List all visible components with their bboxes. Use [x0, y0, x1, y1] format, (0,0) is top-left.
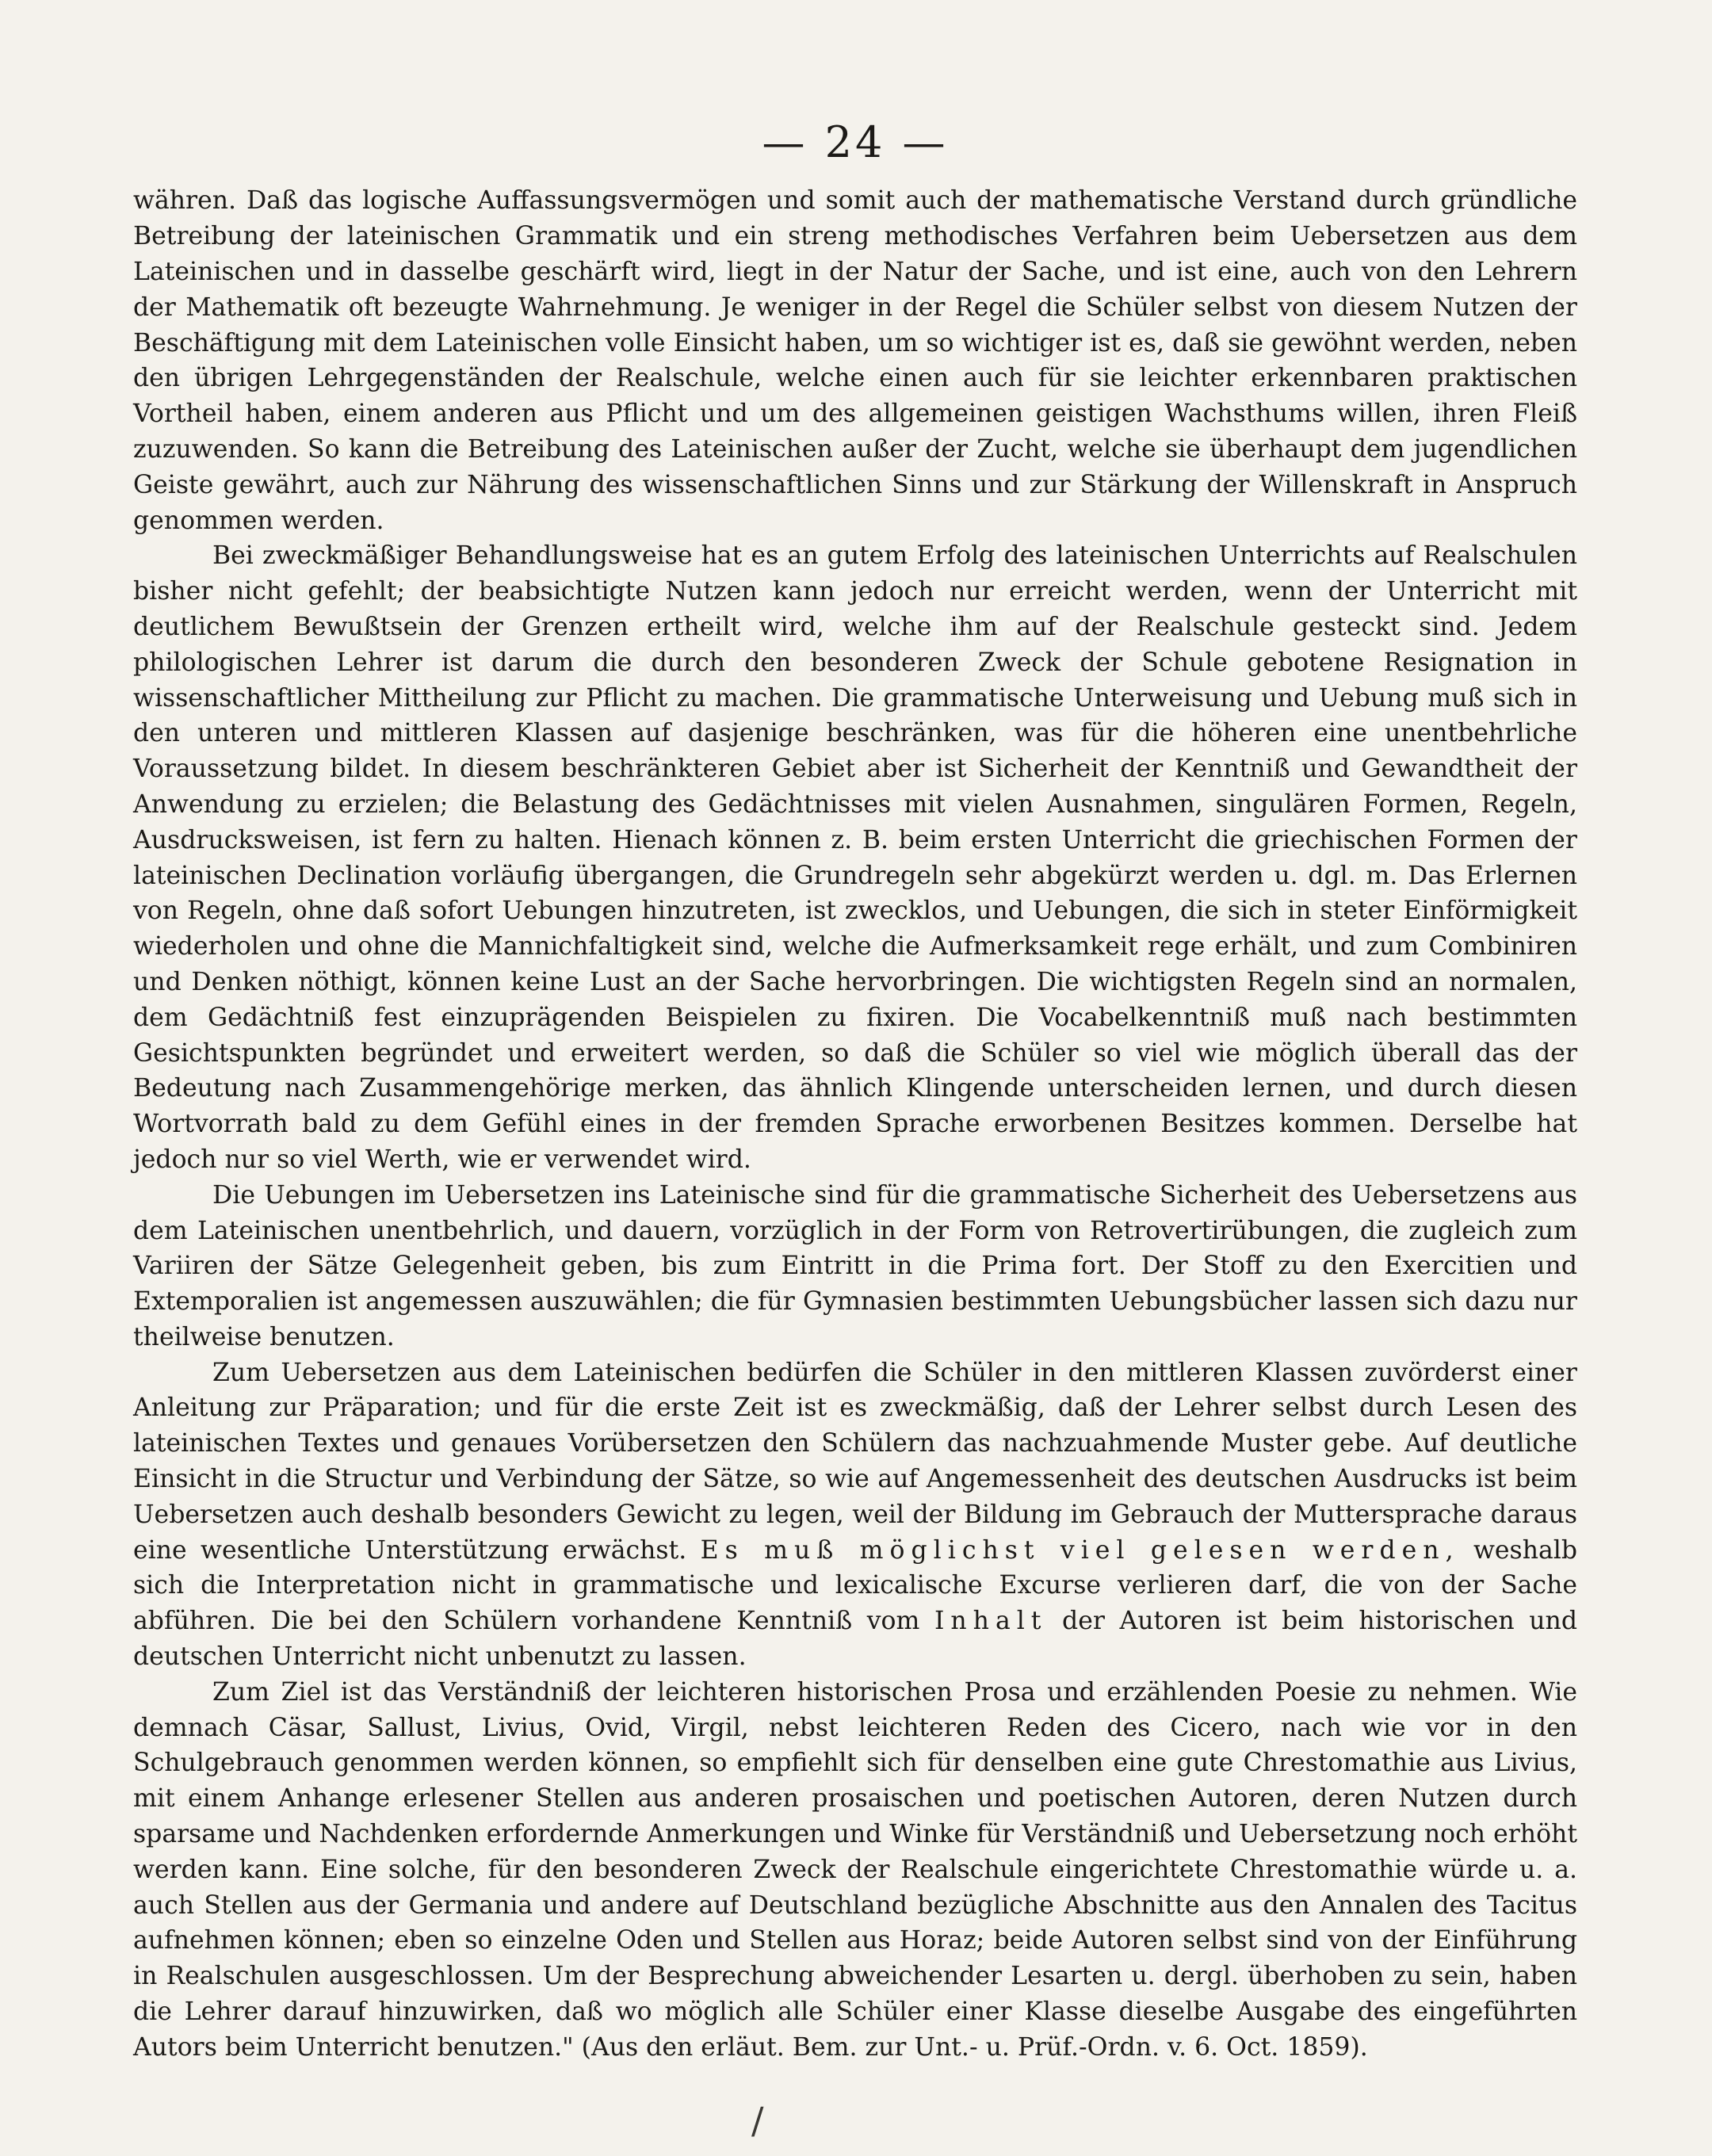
footer-mark: / [751, 2099, 764, 2142]
page-number: — 24 — [762, 117, 949, 167]
paragraph-5: Zum Ziel ist das Verständniß der leichteren historischen Prosa und erzählenden Poesie zu nehmen. Wie demnach Cäsar, Sallust, Livius, Ovid, Virgil, nebst leichteren Reden des Cicero, nach wie vor in den Schulgebrauch genommen werden können, so empfiehlt sich für denselben eine gute Chrestomathie aus Livius, mit einem Anhange erlesener Stellen aus anderen prosaischen und poetischen Autoren, deren Nutzen durch sparsame und Nachdenken erfordernde Anmerkungen und Winke für Verständniß und Uebersetzung noch erhöht werden kann. Eine solche, für den besonderen Zweck der Realschule eingerichtete Chrestomathie würde u. a. auch Stellen aus der Germania und andere auf Deutschland bezügliche Abschnitte aus den Annalen des Tacitus aufnehmen können; eben so einzelne Oden und Stellen aus Horaz; beide Autoren selbst sind von der Einführung in Realschulen ausgeschlossen. Um der Besprechung abweichender Lesarten u. dergl. überhoben zu sein, haben die Lehrer darauf hinzuwirken, daß wo möglich alle Schüler einer Klasse dieselbe Ausgabe des eingeführten Autors beim Unterricht benutzen." (Aus den erläut. Bem. zur Unt.- u. Prüf.-Ordn. v. 6. Oct. 1859). [133, 1677, 1577, 2062]
paragraph-4 [133, 1355, 1577, 1675]
paragraph-4-spaced-emphasis: Es muß möglichst viel gelesen werden, [700, 1535, 1460, 1565]
paragraph-2: Bei zweckmäßiger Behandlungsweise hat es an gutem Erfolg des lateinischen Unterrichts auf Realschulen bisher nicht gefehlt; der beabsichtigte Nutzen kann jedoch nur erreicht werden, wenn der Unterricht mit deutlichem Bewußtsein der Grenzen ertheilt wird, welche ihm auf der Realschule gesteckt sind. Jedem philologischen Lehrer ist darum die durch den besonderen Zweck der Schule gebotene Resignation in wissenschaftlicher Mittheilung zur Pflicht zu machen. Die grammatische Unterweisung und Uebung muß sich in den unteren und mittleren Klassen auf dasjenige beschränken, was für die höheren eine unentbehrliche Voraussetzung bildet. In diesem beschränkteren Gebiet aber ist Sicherheit der Kenntniß und Gewandtheit der Anwendung zu erzielen; die Belastung des Gedächtnisses mit vielen Ausnahmen, singulären Formen, Regeln, Ausdrucksweisen, ist fern zu halten. Hienach können z. B. beim ersten Unterricht die griechischen Formen der lateinischen Declination vorläufig übergangen, die Grundregeln sehr abgekürzt werden u. dgl. m. Das Erlernen von Regeln, ohne daß sofort Uebungen hinzutreten, ist zwecklos, und Uebungen, die sich in steter Einförmigkeit wiederholen und ohne die Mannichfaltigkeit sind, welche die Aufmerksamkeit rege erhält, und zum Combiniren und Denken nöthigt, können keine Lust an der Sache hervorbringen. Die wichtigsten Regeln sind an normalen, dem Gedächtniß fest einzuprägenden Beispielen zu fixiren. Die Vocabelkenntniß muß nach bestimmten Gesichtspunkten begründet und erweitert werden, so daß die Schüler so viel wie möglich überall das der Bedeutung nach Zusammengehörige merken, das ähnlich Klingende unterscheiden lernen, und durch diesen Wortvorrath bald zu dem Gefühl eines in der fremden Sprache erworbenen Besitzes kommen. Derselbe hat jedoch nur so viel Werth, wie er verwendet wird. [133, 541, 1577, 1174]
paragraph-4-text-after: der Autoren ist beim historischen und deutschen Unterricht nicht unbenutzt zu lassen. [133, 1607, 1578, 1672]
paragraph-3: Die Uebungen im Uebersetzen ins Lateinische sind für die grammatische Sicherheit des Uebersetzens aus dem Lateinischen unentbehrlich, und dauern, vorzüglich in der Form von Retrovertirübungen, die zugleich zum Variiren der Sätze Gelegenheit geben, bis zum Eintritt in die Prima fort. Der Stoff zu den Exercitien und Extemporalien ist angemessen auszuwählen; die für Gymnasien bestimmten Uebungsbücher lassen sich dazu nur theilweise benutzen. [133, 1180, 1577, 1351]
body-text [133, 183, 1577, 2065]
paragraph-4-spaced-inhalt: Inhalt [934, 1607, 1048, 1636]
paragraph-1: währen. Daß das logische Auffassungsvermögen und somit auch der mathematische Verstand durch gründliche Betreibung der lateinischen Grammatik und ein streng methodisches Verfahren beim Uebersetzen aus dem Lateinischen und in dasselbe geschärft wird, liegt in der Natur der Sache, und ist eine, auch von den Lehrern der Mathematik oft bezeugte Wahrnehmung. Je weniger in der Regel die Schüler selbst von diesem Nutzen der Beschäftigung mit dem Lateinischen volle Einsicht haben, um so wichtiger ist es, daß sie gewöhnt werden, neben den übrigen Lehrgegenständen der Realschule, welche einen auch für sie leichter erkennbaren praktischen Vortheil haben, einem anderen aus Pflicht und um des allgemeinen geistigen Wachsthums willen, ihren Fleiß zuzuwenden. So kann die Betreibung des Lateinischen außer der Zucht, welche sie überhaupt dem jugendlichen Geiste gewährt, auch zur Nährung des wissenschaftlichen Sinns und zur Stärkung der Willenskraft in Anspruch genommen werden. [133, 186, 1577, 535]
paragraph-4-text-before: Zum Uebersetzen aus dem Lateinischen bedürfen die Schüler in den mittleren Klassen zuvörderst einer Anleitung zur Präparation; und für die erste Zeit ist es zweckmäßig, daß der Lehrer selbst durch Lesen des lateinischen Textes und genaues Vorübersetzen den Schülern das nachzuahmende Muster gebe. Auf deutliche Einsicht in die Structur und Verbindung der Sätze, so wie auf Angemessenheit des deutschen Ausdrucks ist beim Uebersetzen auch deshalb besonders Gewicht zu legen, weil der Bildung im Gebrauch der Muttersprache daraus eine wesentliche Unterstützung erwächst. [133, 1358, 1577, 1565]
paragraph-4-text-middle: weshalb sich die Interpretation nicht in grammatische und lexicalische Excurse verlieren darf, die von der Sache abführen. Die bei den Schülern vorhandene Kenntniß vom [133, 1535, 1578, 1636]
